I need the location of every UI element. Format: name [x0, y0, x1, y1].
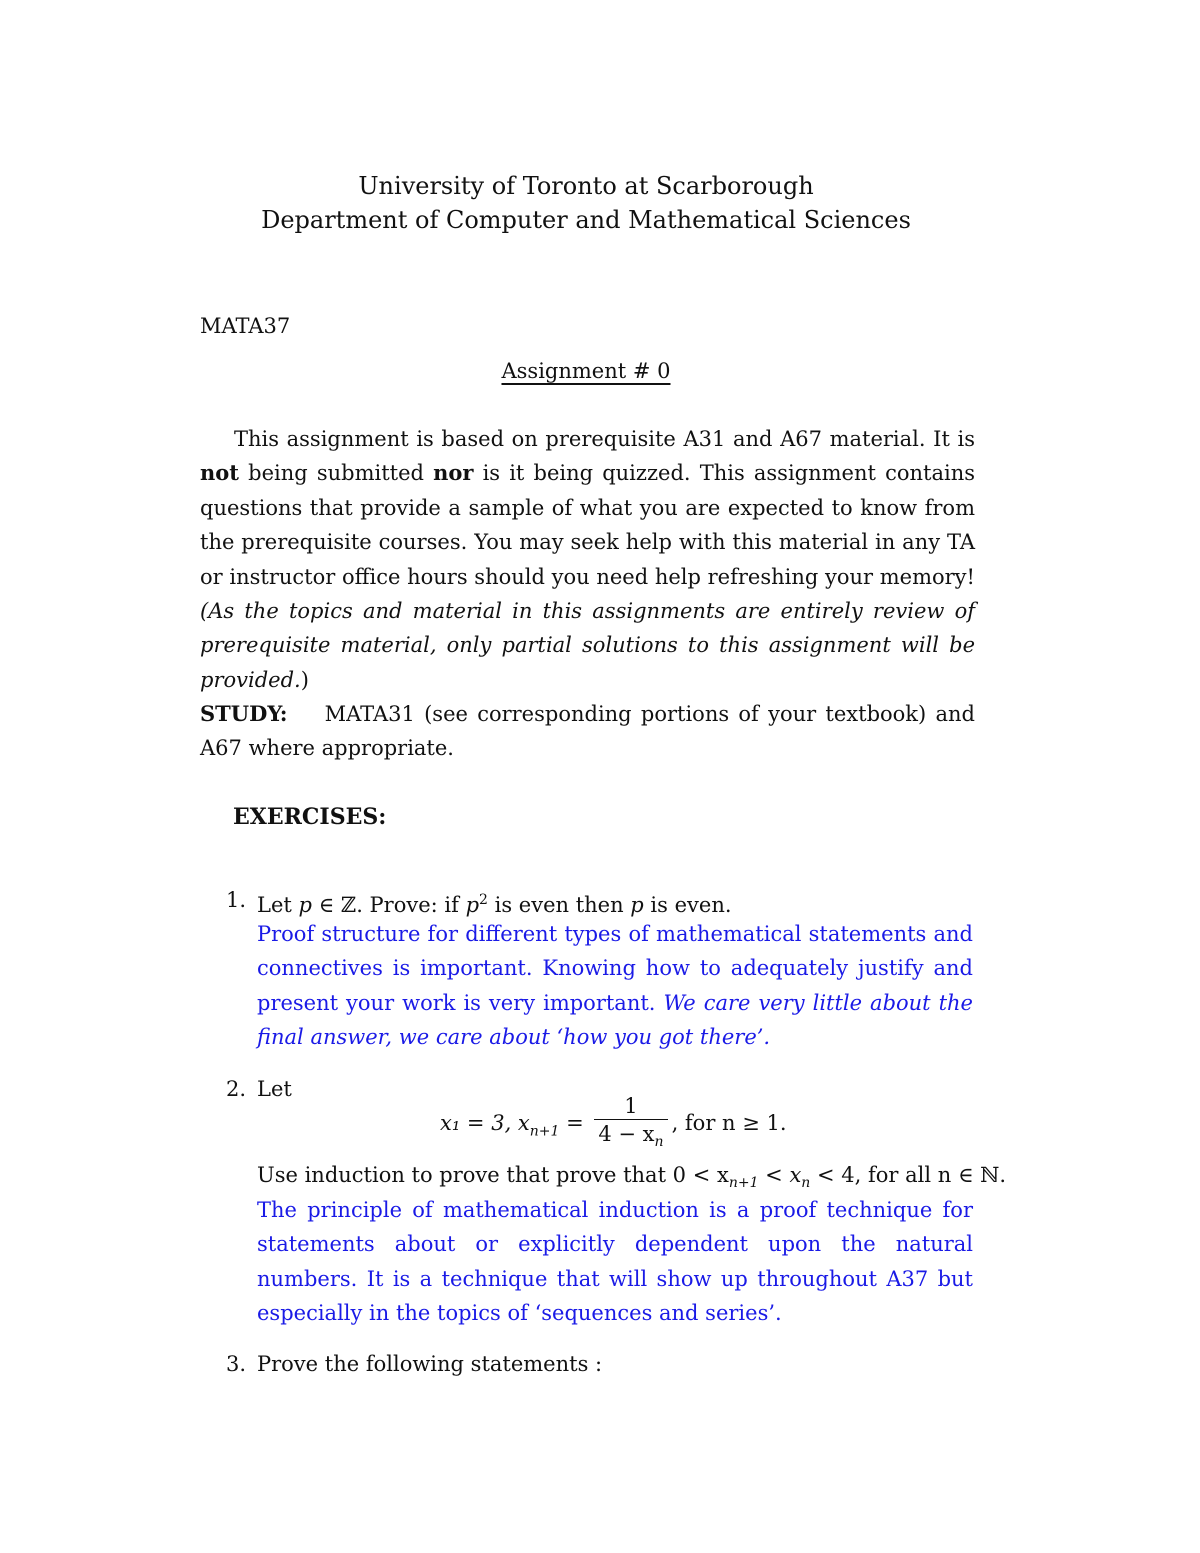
ex1-pre: Let — [257, 893, 299, 917]
intro-close: ) — [300, 667, 309, 692]
department-name: Department of Computer and Mathematical Sciences — [261, 206, 911, 234]
ex2-math-xn: x — [789, 1163, 802, 1187]
eq-den-text: 4 − x — [598, 1122, 655, 1146]
exercise-1-note — [257, 917, 973, 1055]
exercise-number-1: 1. — [226, 888, 247, 912]
ex1-math-p: p — [298, 893, 312, 917]
exercises-heading: EXERCISES: — [233, 804, 387, 830]
course-code: MATA37 — [200, 314, 291, 338]
ex1-post: is even then — [487, 893, 631, 917]
intro-p2: being submitted — [238, 461, 434, 486]
exercise-2-note: The principle of mathematical induction is a proof technique for statements about or explicitly dependent upon the natural numbers. It is a technique that will show up throughout A37 but especially in the topics of ‘sequences and series’. — [257, 1198, 973, 1326]
study-text: MATA31 (see corresponding portions of your textbook) and A67 where appropriate. — [200, 702, 975, 761]
exercise-3-statement: Prove the following statements : — [257, 1352, 603, 1376]
intro-paragraph — [200, 422, 975, 697]
university-name: University of Toronto at Scarborough — [358, 172, 814, 200]
exercise-number-3: 3. — [226, 1352, 247, 1376]
intro-italic: (As the topics and material in this assignments are entirely review of prerequisite material, only partial solutions to this assignment will be provided. — [200, 599, 975, 692]
intro-p1: This assignment is based on prerequisite A31 and A67 material. It is — [234, 427, 975, 451]
eq-lhs: x₁ = 3, x — [440, 1111, 530, 1136]
ex1-mid: . Prove: if — [356, 893, 466, 917]
ex1-math-p3: p — [630, 893, 644, 917]
ex2-sub-n: n — [801, 1175, 811, 1192]
exercise-1-statement: Let p ∈ ℤ. Prove: if $p^2$ is even then p is even. — [257, 892, 732, 917]
eq-fraction — [594, 1093, 667, 1156]
intro-p3: is it being quizzed. This assignment contains questions that provide a sample of what you are expected to know from the prerequisite courses. You may seek help with this material in any TA or instructor office hours should you need help refreshing your memory! — [200, 461, 975, 589]
exercise-2-let: Let — [257, 1077, 292, 1101]
exercise-2-instruction: Use induction to prove that prove that $0 < x_{n+1} < x_n < 4$, for all n ∈ ℕ. — [257, 1163, 1007, 1192]
intro-not: not — [200, 460, 239, 486]
exercise-number-2: 2. — [226, 1077, 247, 1101]
study-paragraph — [200, 697, 975, 766]
ex1-note-plain: Proof structure for different types of mathematical statements and connectives is important. Knowing how to adequately justify and present your work is very important. — [257, 922, 973, 1015]
intro-nor: nor — [433, 460, 474, 486]
eq-tail: , for n ≥ 1. — [671, 1111, 787, 1136]
eq-numerator: 1 — [594, 1093, 667, 1120]
assignment-title-text: Assignment # 0 — [501, 359, 671, 383]
ex1-end: is even. — [643, 893, 732, 917]
exercise-2-equation: x₁ = 3, $x_{n+1}$ = $\frac{1}{4 - x_n}$ , for n ≥ 1. — [440, 1093, 787, 1156]
ex2-sub-n1: n+1 — [728, 1175, 759, 1192]
eq-denominator — [594, 1120, 667, 1156]
ex2-instr-post: < 4, for all n ∈ ℕ. — [810, 1163, 1007, 1187]
ex1-note-italic: We care very little about the final answer, we care about ‘how you got there’. — [257, 990, 973, 1050]
eq-sub-n1: n+1 — [529, 1123, 560, 1140]
ex1-math-p2: p — [465, 893, 480, 917]
eq-den-sub: n — [654, 1134, 664, 1151]
assignment-title — [0, 357, 1172, 385]
ex2-instr-pre: Use induction to prove that prove that 0 < x — [257, 1163, 729, 1187]
study-label: STUDY: — [200, 701, 288, 726]
